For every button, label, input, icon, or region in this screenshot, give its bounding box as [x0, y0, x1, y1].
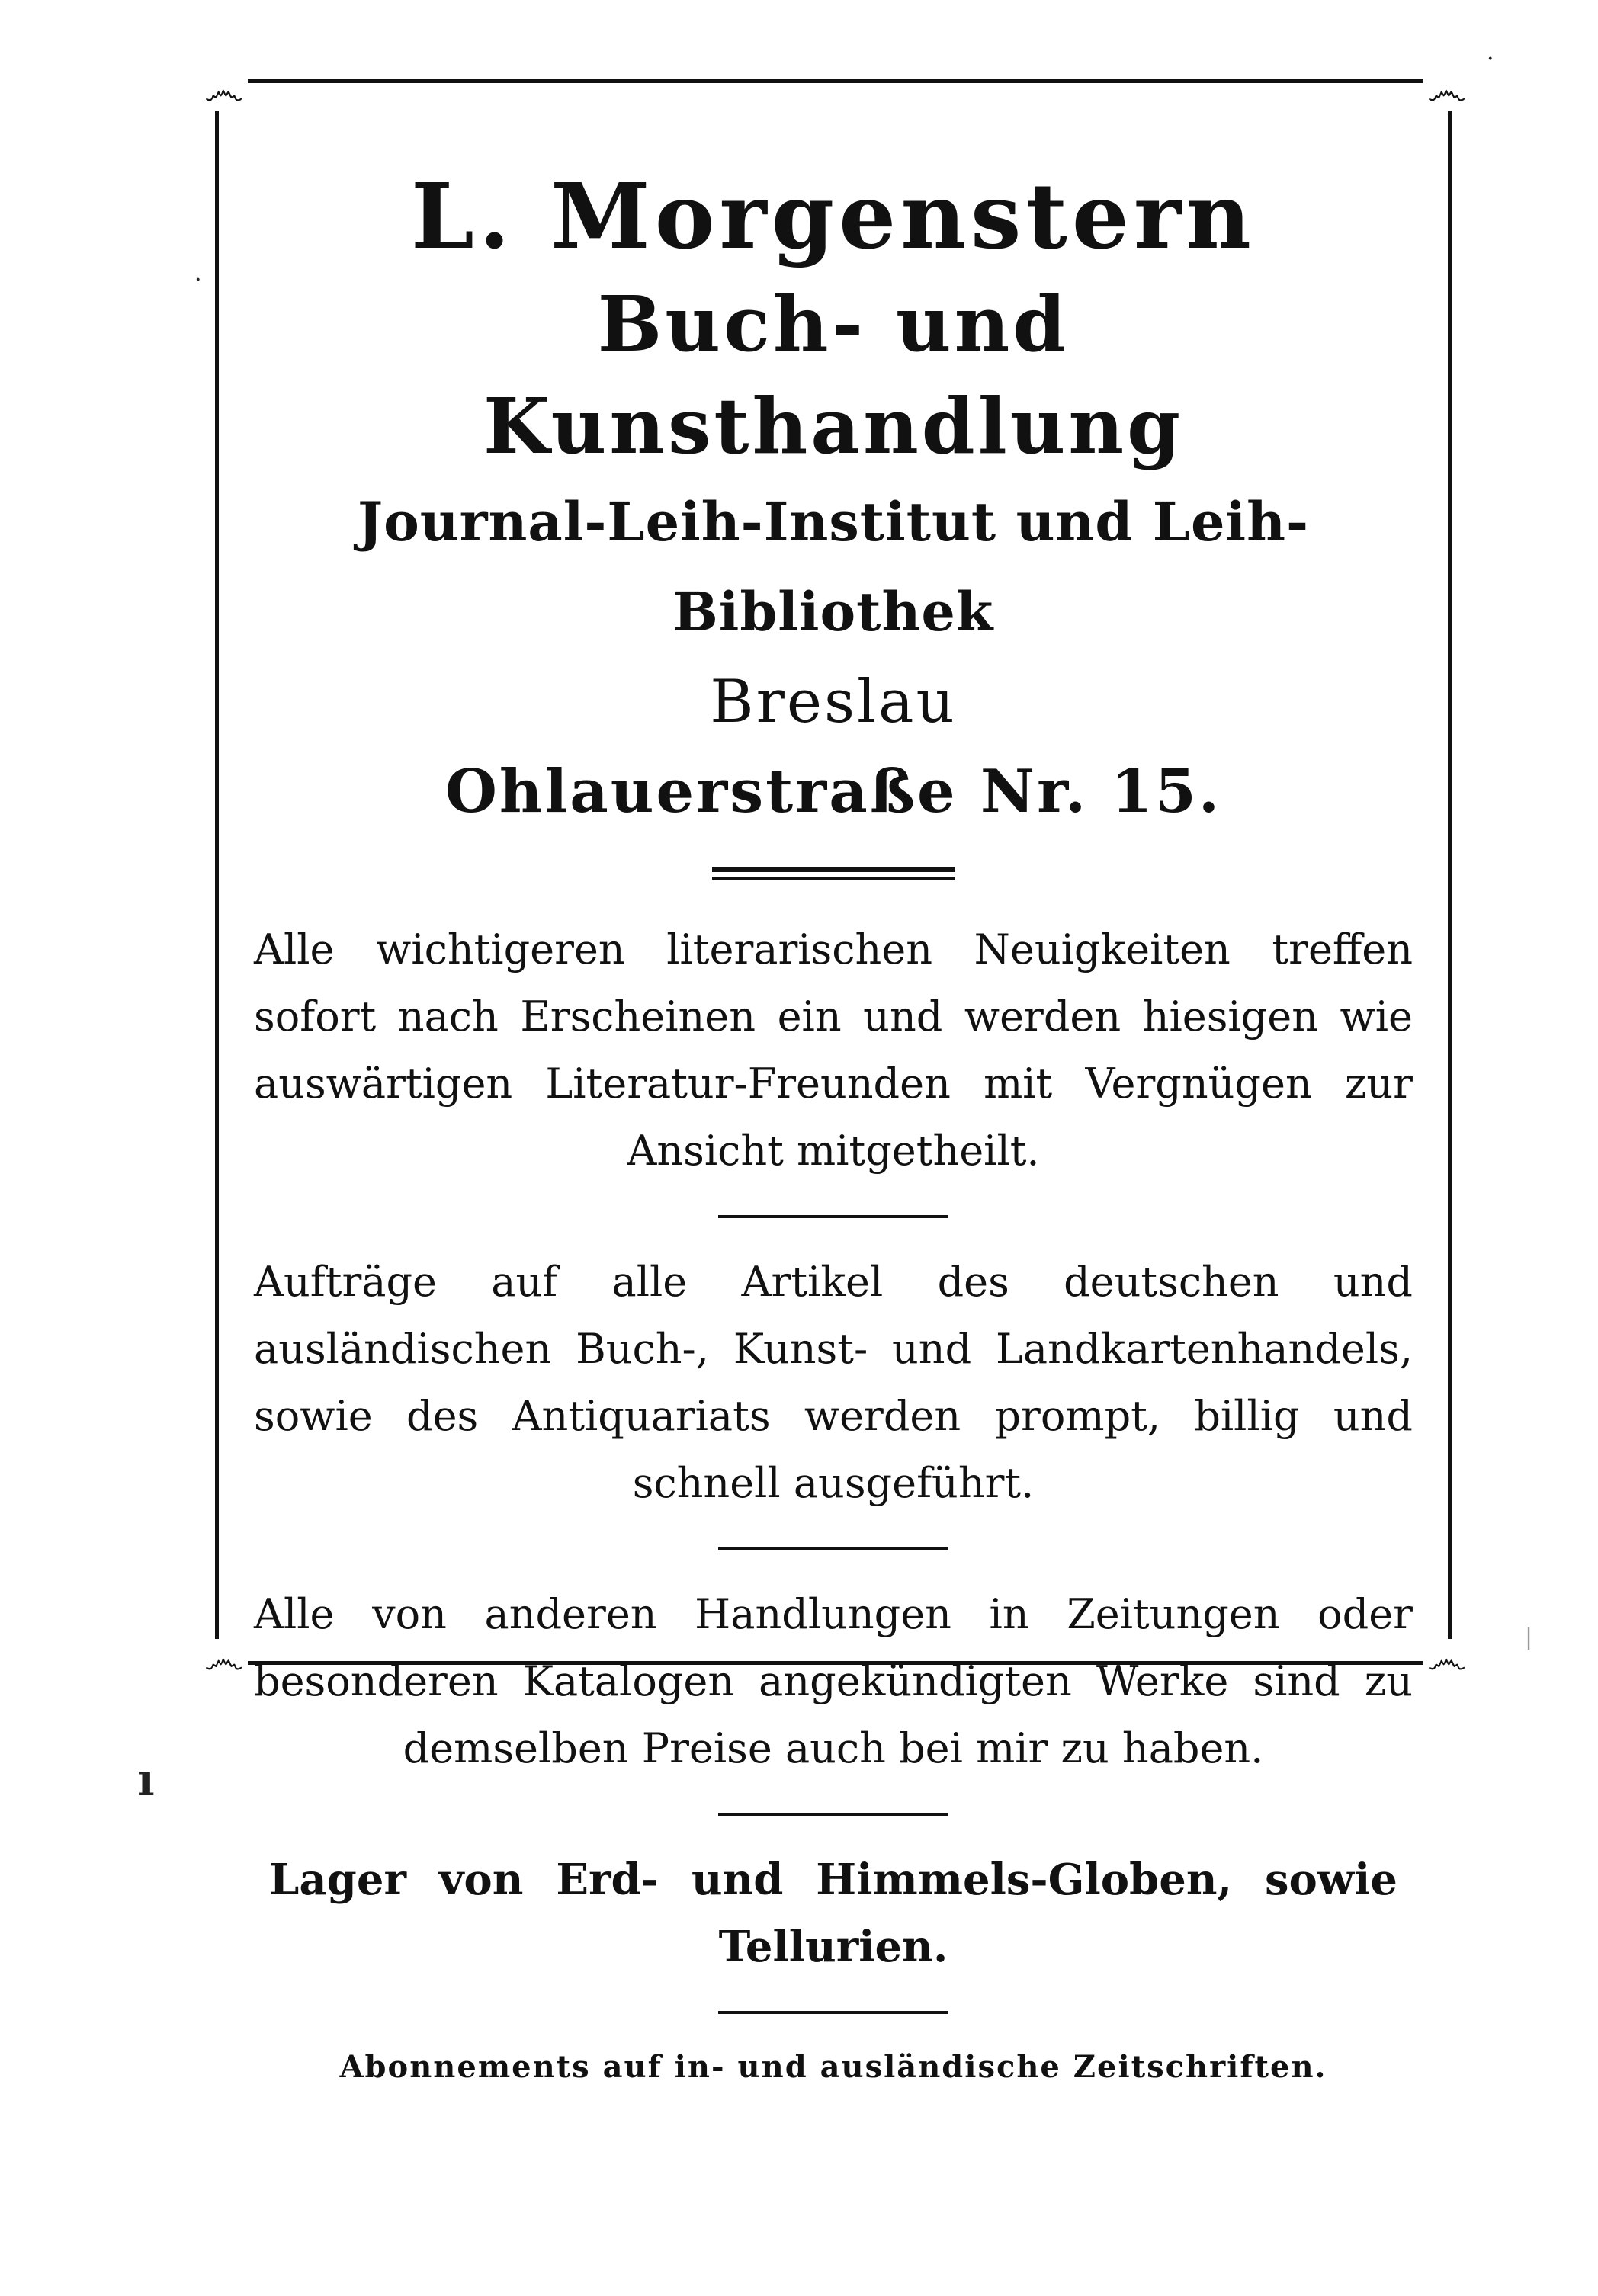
corner-flourish-top-left: ෴ [200, 70, 248, 111]
shop-title: Buch- und Kunsthandlung [483, 279, 1184, 471]
subscriptions-notice: Abonnements auf in- und ausländische Zeitschriften. [339, 2049, 1327, 2085]
print-speck: · [194, 267, 202, 293]
divider [718, 1215, 948, 1218]
divider [718, 2011, 948, 2014]
corner-flourish-top-right: ෴ [1423, 70, 1471, 111]
corner-flourish-bottom-right: ෴ [1423, 1639, 1471, 1680]
print-speck: · [1487, 46, 1494, 72]
paragraph-novelties: Alle wichtigeren literarischen Neuigkeiten treffen sofort nach Erscheinen ein und werden hiesigen wie auswärtigen Literatur-Freunden mit Vergnügen zur Ansicht mitgetheilt. [254, 925, 1413, 1175]
paragraph-orders: Aufträge auf alle Artikel des deutschen und ausländischen Buch-, Kunst- und Landkartenhandels, sowie des Antiquariats werden prompt, billig und schnell ausgeführt. [254, 1258, 1413, 1507]
owner-name: L. Morgenstern [411, 163, 1256, 269]
divider [718, 1813, 948, 1816]
institute-line: Journal-Leih-Institut und Leih-Bibliothek [357, 490, 1310, 643]
print-mark: ı [137, 1753, 155, 1807]
divider [718, 1547, 948, 1550]
globes-notice: Lager von Erd- und Himmels-Globen, sowie Tellurien. [269, 1855, 1397, 1972]
print-speck: | [1525, 1624, 1533, 1650]
street-address: Ohlauerstraße Nr. 15. [444, 757, 1222, 826]
city-name: Breslau [710, 668, 957, 736]
advertisement-content [252, 160, 1415, 2090]
double-divider [712, 867, 955, 880]
corner-flourish-bottom-left: ෴ [200, 1639, 248, 1680]
paragraph-prices: Alle von anderen Handlungen in Zeitungen oder besonderen Katalogen angekündigten Werke sind zu demselben Preise auch bei mir zu haben. [254, 1590, 1413, 1772]
